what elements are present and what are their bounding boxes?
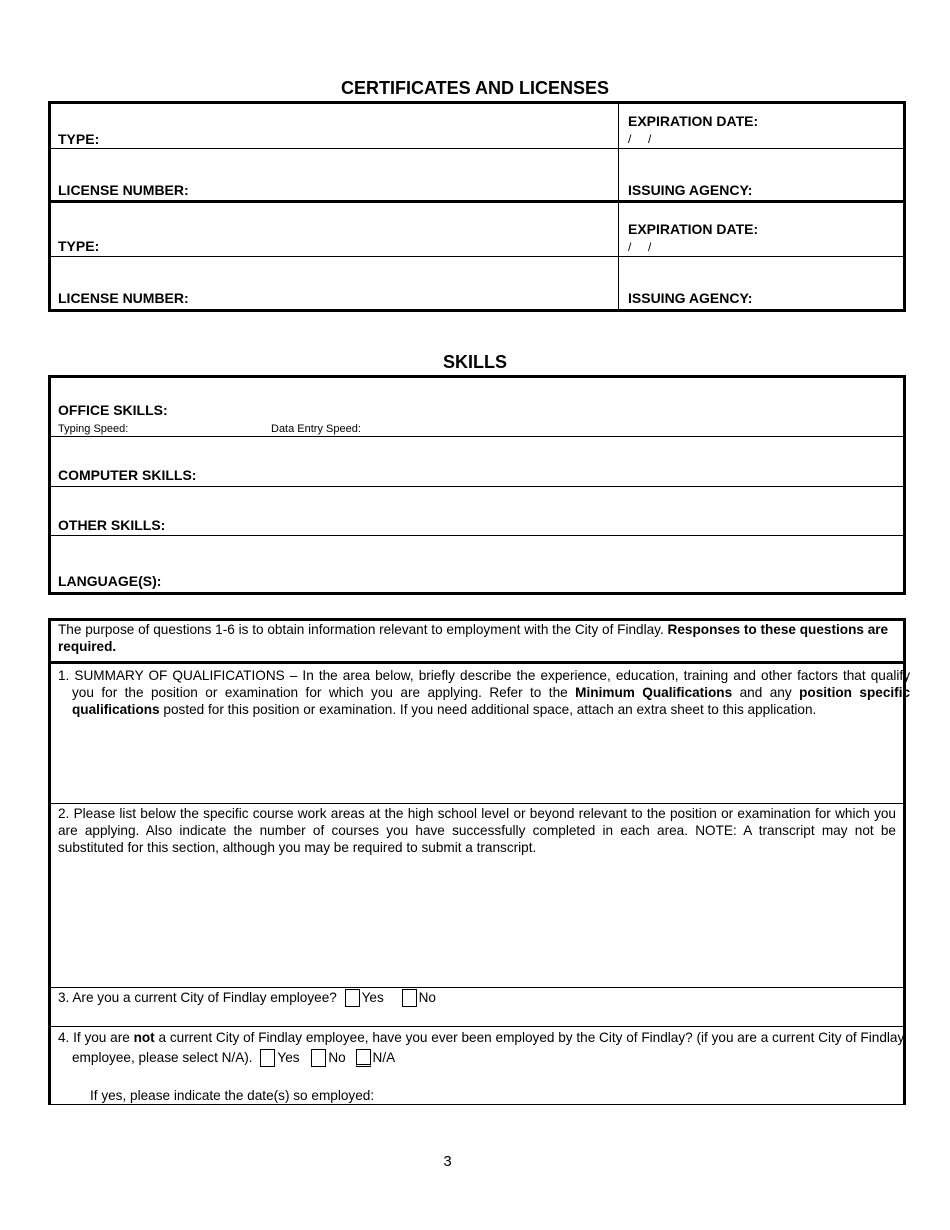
no-checkbox[interactable] <box>311 1049 326 1067</box>
type-label: TYPE: <box>58 131 100 147</box>
question-1 <box>58 667 910 718</box>
computer-skills-label: COMPUTER SKILLS: <box>58 467 197 483</box>
question-3 <box>58 989 898 1007</box>
skills-title: SKILLS <box>442 352 507 372</box>
na-checkbox[interactable] <box>356 1049 371 1067</box>
typing-speed-label: Typing Speed: <box>58 423 129 435</box>
row-divider <box>48 256 906 257</box>
yes-label: Yes <box>277 1050 300 1065</box>
question-1-answer-area[interactable] <box>52 720 902 800</box>
no-checkbox[interactable] <box>402 989 417 1007</box>
not-emphasis: not <box>133 1030 155 1045</box>
yes-checkbox[interactable] <box>260 1049 275 1067</box>
intro-required-text: Responses to these questions are required. <box>58 622 889 654</box>
row-divider <box>48 987 906 988</box>
row-divider <box>48 535 906 536</box>
minimum-qualifications-text: Minimum Qualifications <box>575 685 733 700</box>
languages-label: LANGUAGE(S): <box>58 573 162 589</box>
issuing-agency-label: ISSUING AGENCY: <box>628 290 753 306</box>
yes-label: Yes <box>361 990 384 1005</box>
question-2 <box>58 805 896 856</box>
intro-text: The purpose of questions 1-6 is to obtain information relevant to employment with the City of Findlay. <box>58 622 664 637</box>
intro-divider <box>48 661 906 664</box>
question-1-text: posted for this position or examination. If you need additional space, attach an extra sheet to this application. <box>163 702 817 717</box>
row-divider <box>48 148 906 149</box>
certificates-table <box>48 101 906 312</box>
row-divider <box>48 486 906 487</box>
question-3-text: 3. Are you a current City of Findlay employee? <box>58 990 337 1005</box>
question-4 <box>58 1028 910 1068</box>
data-entry-speed-label: Data Entry Speed: <box>271 423 361 435</box>
row-divider <box>48 1026 906 1027</box>
license-number-label: LICENSE NUMBER: <box>58 290 189 306</box>
page-number: 3 <box>443 1153 452 1170</box>
questions-intro <box>58 621 904 655</box>
position-specific-qualifications-text: position specific qualifications <box>72 685 911 717</box>
no-label: No <box>328 1050 346 1065</box>
question-4-followup: If yes, please indicate the date(s) so employed: <box>90 1088 375 1103</box>
type-label: TYPE: <box>58 238 100 254</box>
other-skills-label: OTHER SKILLS: <box>58 517 166 533</box>
skills-table <box>48 375 906 595</box>
question-2-answer-area[interactable] <box>52 860 902 984</box>
license-number-label: LICENSE NUMBER: <box>58 182 189 198</box>
na-label: N/A <box>372 1050 396 1065</box>
expiration-date-field[interactable]: / / <box>628 240 652 254</box>
certificates-column-divider <box>618 101 619 312</box>
issuing-agency-label: ISSUING AGENCY: <box>628 182 753 198</box>
yes-checkbox[interactable] <box>345 989 360 1007</box>
question-4-text: 4. If you are <box>58 1030 130 1045</box>
office-skills-label: OFFICE SKILLS: <box>58 402 168 418</box>
expiration-date-field[interactable]: / / <box>628 132 652 146</box>
question-1-text: and any <box>739 685 792 700</box>
row-divider <box>48 803 906 804</box>
expiration-date-label: EXPIRATION DATE: <box>628 221 759 237</box>
question-4-text: a current City of Findlay employee, have you ever been employed by the City of Findlay? (if you are a current City of Findlay employee, please select N/A). <box>72 1030 905 1065</box>
row-divider <box>48 436 906 437</box>
certificates-title: CERTIFICATES AND LICENSES <box>340 78 609 98</box>
expiration-date-label: EXPIRATION DATE: <box>628 113 759 129</box>
question-2-text: 2. Please list below the specific course work areas at the high school level or beyond relevant to the position or examination for which you are applying. Also indicate the number of courses you have successfully completed in each area. NOTE: A transcript may not be substituted for this section, although you may be required to submit a transcript. <box>58 806 896 855</box>
question-1-text: 1. SUMMARY OF QUALIFICATIONS – In the area below, briefly describe the experience, education, training and other factors that qualify you for the position or examination for which you are applying. Refer to the <box>58 668 910 700</box>
entry-divider <box>48 200 906 203</box>
no-label: No <box>418 990 436 1005</box>
